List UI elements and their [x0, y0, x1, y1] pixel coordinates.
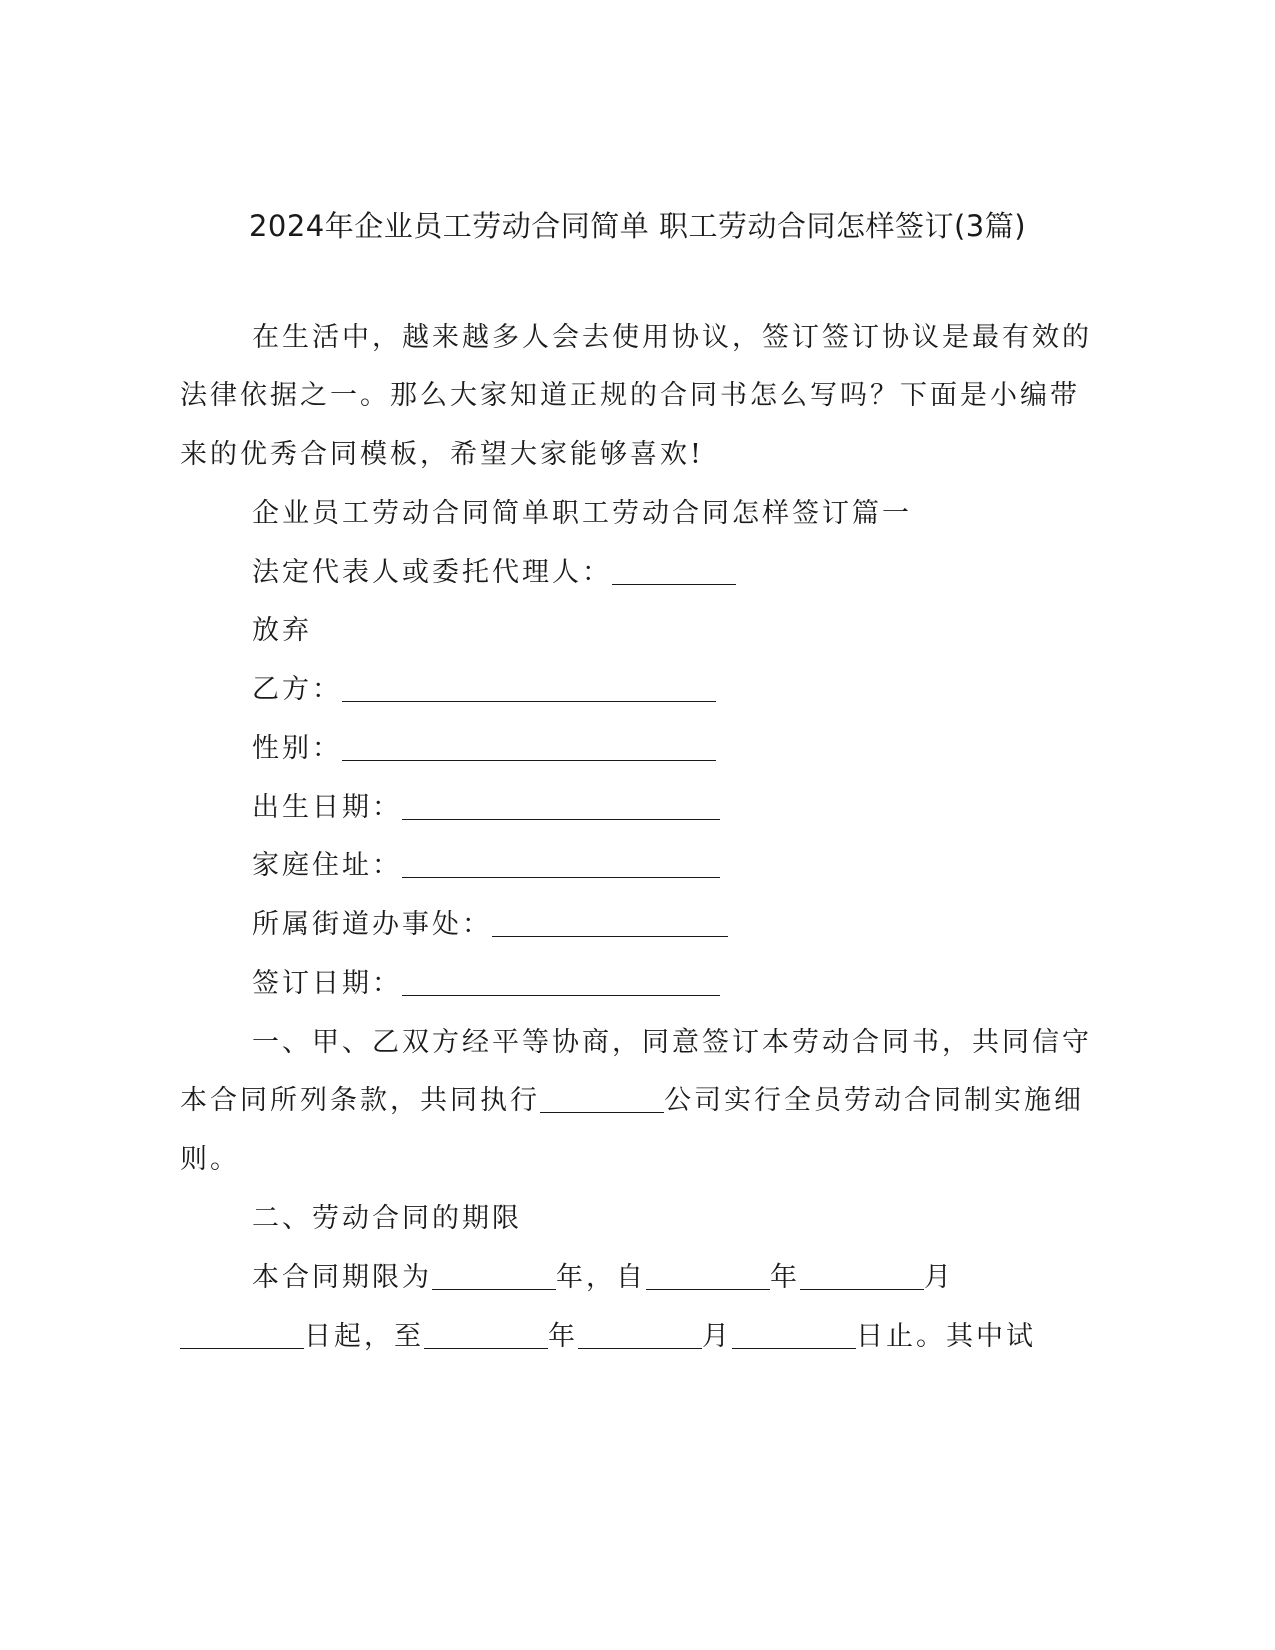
subdistrict-label: 所属街道办事处：	[252, 909, 492, 940]
clause2-line-2-a: 日起，至	[304, 1321, 424, 1352]
party-b-blank	[342, 671, 716, 702]
birth-date-label: 出生日期：	[252, 792, 402, 823]
subdistrict-field	[252, 905, 728, 945]
gender-blank	[342, 730, 716, 761]
party-b-field	[252, 670, 716, 710]
clause2-heading: 二、劳动合同的期限	[252, 1203, 522, 1234]
address-label: 家庭住址：	[252, 850, 402, 881]
company-blank	[540, 1082, 664, 1113]
intro-line-2: 法律依据之一。那么大家知道正规的合同书怎么写吗？下面是小编带	[180, 380, 1080, 411]
subdistrict-blank	[492, 906, 728, 937]
clause2-line-1-d: 月	[924, 1262, 954, 1293]
clause2-line-2	[180, 1317, 1036, 1357]
intro-line-1: 在生活中，越来越多人会去使用协议，签订签订协议是最有效的	[252, 322, 1092, 353]
start-year-blank	[646, 1259, 770, 1290]
sign-date-blank	[402, 965, 720, 996]
clause1-line-3: 则。	[180, 1144, 240, 1175]
clause1-line-1: 一、甲、乙双方经平等协商，同意签订本劳动合同书，共同信守	[252, 1027, 1092, 1058]
gender-field	[252, 729, 716, 769]
clause2-line-2-c: 月	[702, 1321, 732, 1352]
sign-date-field	[252, 964, 720, 1004]
legal-rep-label: 法定代表人或委托代理人：	[252, 557, 612, 588]
start-day-blank	[180, 1318, 304, 1349]
birth-date-field	[252, 788, 720, 828]
document-title: 2024年企业员工劳动合同简单 职工劳动合同怎样签订(3篇)	[248, 209, 1027, 243]
address-blank	[402, 847, 720, 878]
end-day-blank	[732, 1318, 856, 1349]
clause1-line-2	[180, 1081, 1084, 1121]
legal-rep-blank	[612, 554, 736, 585]
term-years-blank	[432, 1259, 556, 1290]
clause2-line-2-b: 年	[548, 1321, 578, 1352]
legal-rep-field	[252, 553, 736, 593]
end-month-blank	[578, 1318, 702, 1349]
clause2-line-1	[252, 1258, 954, 1298]
address-field	[252, 846, 720, 886]
clause1-line-2-b: 公司实行全员劳动合同制实施细	[664, 1085, 1084, 1116]
start-month-blank	[800, 1259, 924, 1290]
clause2-line-1-b: 年，自	[556, 1262, 646, 1293]
clause2-line-2-d: 日止。其中试	[856, 1321, 1036, 1352]
intro-line-3: 来的优秀合同模板，希望大家能够喜欢!	[180, 439, 704, 470]
birth-date-blank	[402, 789, 720, 820]
abandon-text: 放弃	[252, 615, 312, 646]
section-heading: 企业员工劳动合同简单职工劳动合同怎样签订篇一	[252, 498, 912, 529]
gender-label: 性别：	[252, 733, 342, 764]
sign-date-label: 签订日期：	[252, 968, 402, 999]
clause2-line-1-c: 年	[770, 1262, 800, 1293]
party-b-label: 乙方：	[252, 674, 342, 705]
clause2-line-1-a: 本合同期限为	[252, 1262, 432, 1293]
clause1-line-2-a: 本合同所列条款，共同执行	[180, 1085, 540, 1116]
end-year-blank	[424, 1318, 548, 1349]
